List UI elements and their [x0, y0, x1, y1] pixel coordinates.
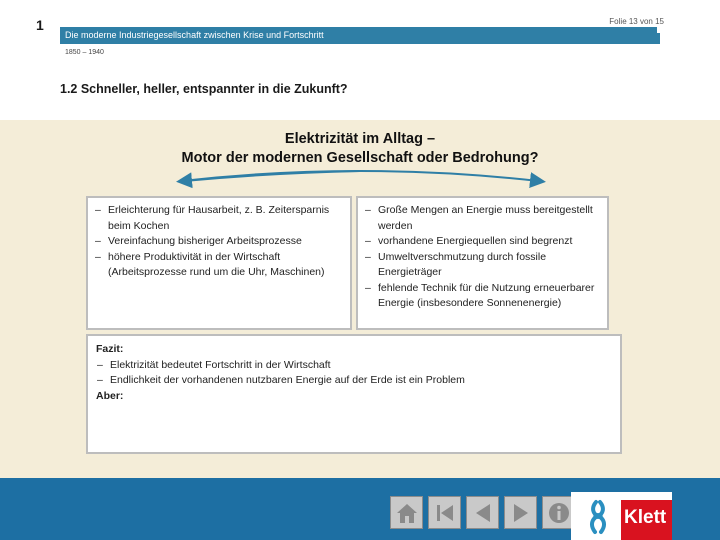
- main-heading-line1: Elektrizität im Alltag –: [284, 131, 436, 147]
- fazit-box: [86, 334, 622, 454]
- contra-item: – vorhandene Energiequellen sind begrenzt: [364, 234, 603, 250]
- period: 1850 – 1940: [65, 49, 104, 56]
- pro-item: – Vereinfachung bisheriger Arbeitsprozesse: [94, 234, 344, 250]
- home-button[interactable]: [390, 496, 423, 529]
- forward-icon: [508, 500, 534, 526]
- fazit-item: – Elektrizität bedeutet Fortschritt in der Wirtschaft: [96, 358, 612, 374]
- main-heading-line2: Motor der modernen Gesellschaft oder Bedrohung?: [181, 150, 539, 166]
- chapter-number: 1: [36, 17, 44, 33]
- double-arrow-connector: [170, 165, 550, 195]
- forward-button[interactable]: [504, 496, 537, 529]
- section-title: 1.2 Schneller, heller, entspannter in die Zukunft?: [60, 82, 348, 96]
- contra-item: – Große Mengen an Energie muss bereitgestellt werden: [364, 203, 603, 234]
- contra-item: – fehlende Technik für die Nutzung erneuerbarer Energie (insbesondere Sonnenenergie): [364, 281, 603, 312]
- contra-item: – Umweltverschmutzung durch fossile Energieträger: [364, 250, 603, 281]
- aber-label: Aber:: [96, 389, 124, 402]
- fazit-label: Fazit:: [96, 343, 124, 355]
- first-icon: [432, 500, 458, 526]
- home-icon: [394, 500, 420, 526]
- contra-box: [356, 196, 609, 330]
- title-bar-corner: [657, 33, 660, 44]
- first-slide-button[interactable]: [428, 496, 461, 529]
- pro-box: [86, 196, 352, 330]
- title-bar: Die moderne Industriegesellschaft zwischen Krise und Fortschritt: [60, 27, 657, 44]
- pro-item: – Erleichterung für Hausarbeit, z. B. Zeitersparnis beim Kochen: [94, 203, 344, 234]
- klett-logo-text: Klett: [624, 507, 667, 528]
- pro-item: – höhere Produktivität in der Wirtschaft (Arbeitsprozesse rund um die Uhr, Maschinen): [94, 250, 344, 281]
- slide-counter: Folie 13 von 15: [609, 17, 664, 26]
- fazit-item: – Endlichkeit der vorhandenen nutzbaren Energie auf der Erde ist ein Problem: [96, 373, 612, 389]
- info-icon: [546, 500, 572, 526]
- main-heading: [0, 130, 720, 168]
